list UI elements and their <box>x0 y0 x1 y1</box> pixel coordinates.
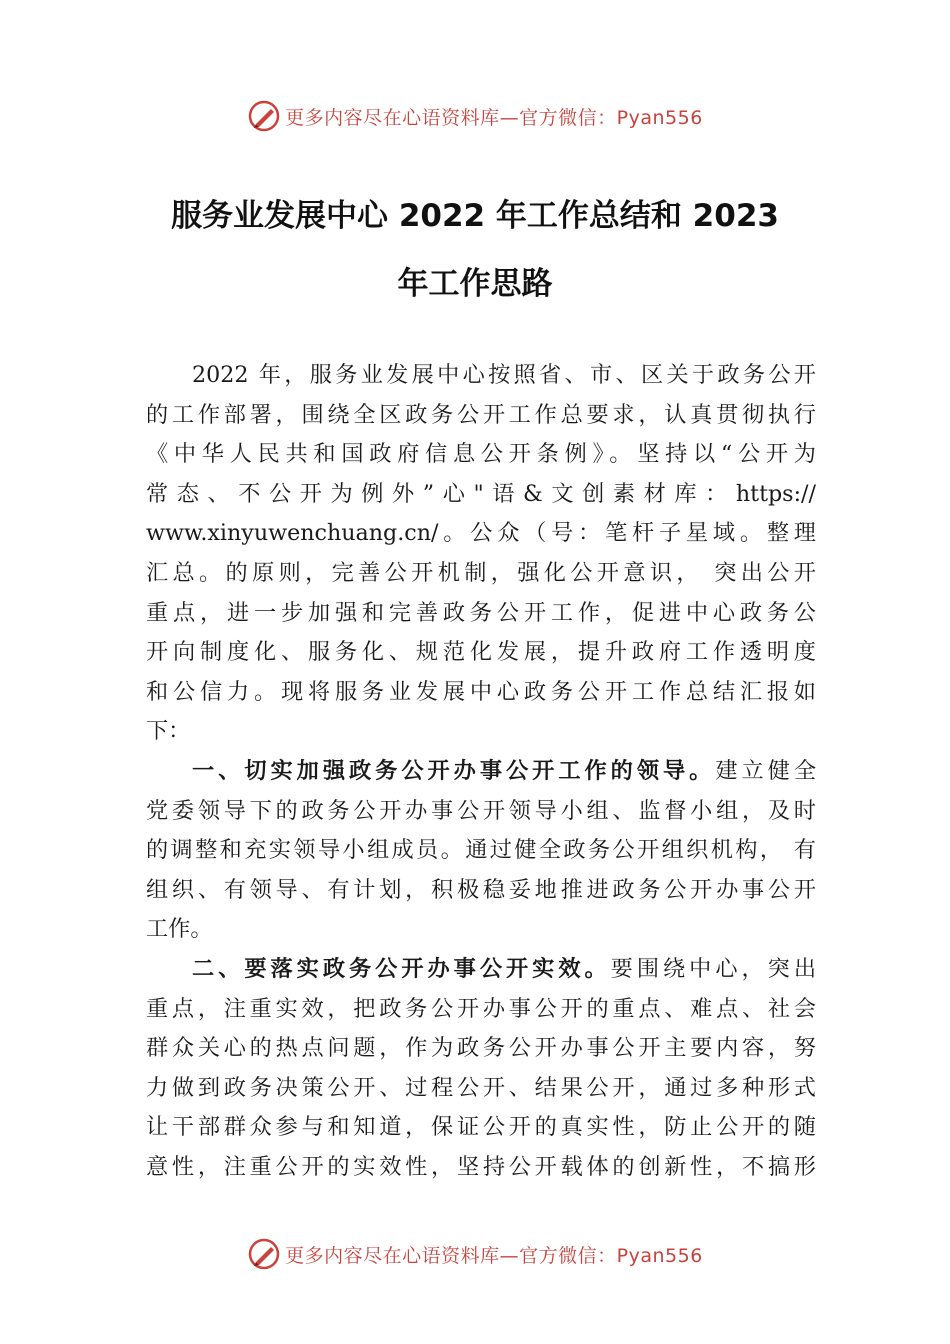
paragraph-line: 《中华人民共和国政府信息公开条例》。坚持以“公开为 <box>146 441 816 468</box>
paragraph-line: 汇总。的原则，完善公开机制，强化公开意识， 突出公开 <box>146 559 816 586</box>
paragraph-line: www.xinyuwenchuang.cn/。公众（号：笔杆子星域。整理 <box>146 520 816 547</box>
header-watermark <box>0 96 950 136</box>
paragraph-line: 群众关心的热点问题，作为政务公开办事公开主要内容，努 <box>146 1035 816 1062</box>
paragraph-line: 力做到政务决策公开、过程公开、结果公开，通过多种形式 <box>146 1074 816 1101</box>
pen-logo-icon <box>247 1237 281 1271</box>
paragraph-line: 开向制度化、服务化、规范化发展，提升政府工作透明度 <box>146 639 816 666</box>
watermark-text: 更多内容尽在心语资料库—官方微信：Pyan556 <box>285 1244 703 1267</box>
pen-logo-icon <box>247 99 281 133</box>
footer-watermark <box>0 1234 950 1274</box>
section-two-first-line <box>146 950 816 990</box>
section-heading: 一、切实加强政务公开办事公开工作的领导。 <box>192 757 716 784</box>
paragraph-line: 让干部群众参与和知道，保证公开的真实性，防止公开的随 <box>146 1114 816 1141</box>
paragraph-line: 重点，注重实效，把政务公开办事公开的重点、难点、社会 <box>146 995 816 1022</box>
paragraph-line: 和公信力。现将服务业发展中心政务公开工作总结汇报如 <box>146 678 816 705</box>
section-heading: 二、要落实政务公开办事公开实效。 <box>192 955 611 982</box>
paragraph-line: 工作。 <box>146 916 213 943</box>
paragraph-line: 的调整和充实领导小组成员。通过健全政务公开组织机构， 有 <box>146 837 816 864</box>
paragraph-line: 意性，注重公开的实效性，坚持公开载体的创新性，不搞形 <box>146 1153 816 1180</box>
paragraph-line: 党委领导下的政务公开办事公开领导小组、监督小组，及时 <box>146 797 816 824</box>
paragraph-text: 建立健全 <box>715 757 816 784</box>
paragraph-line: 组织、有领导、有计划，积极稳妥地推进政务公开办事公开 <box>146 876 816 903</box>
document-title-line2: 年工作思路 <box>397 266 553 302</box>
paragraph-line: 下： <box>146 718 191 745</box>
paragraph-text: 要围绕中心，突出 <box>610 955 816 982</box>
document-title-line1: 服务业发展中心 2022 年工作总结和 2023 <box>171 198 779 234</box>
paragraph-line: 常态、不公开为例外”心"语&文创素材库：https:// <box>146 480 816 507</box>
document-body <box>146 356 816 1187</box>
section-one-first-line <box>146 752 816 792</box>
watermark-text: 更多内容尽在心语资料库—官方微信：Pyan556 <box>285 106 703 129</box>
paragraph-line: 重点，进一步加强和完善政务公开工作，促进中心政务公 <box>146 599 816 626</box>
paragraph-line: 的工作部署，围绕全区政务公开工作总要求，认真贯彻执行 <box>146 401 816 428</box>
paragraph-line: 2022 年，服务业发展中心按照省、市、区关于政务公开 <box>192 362 816 388</box>
